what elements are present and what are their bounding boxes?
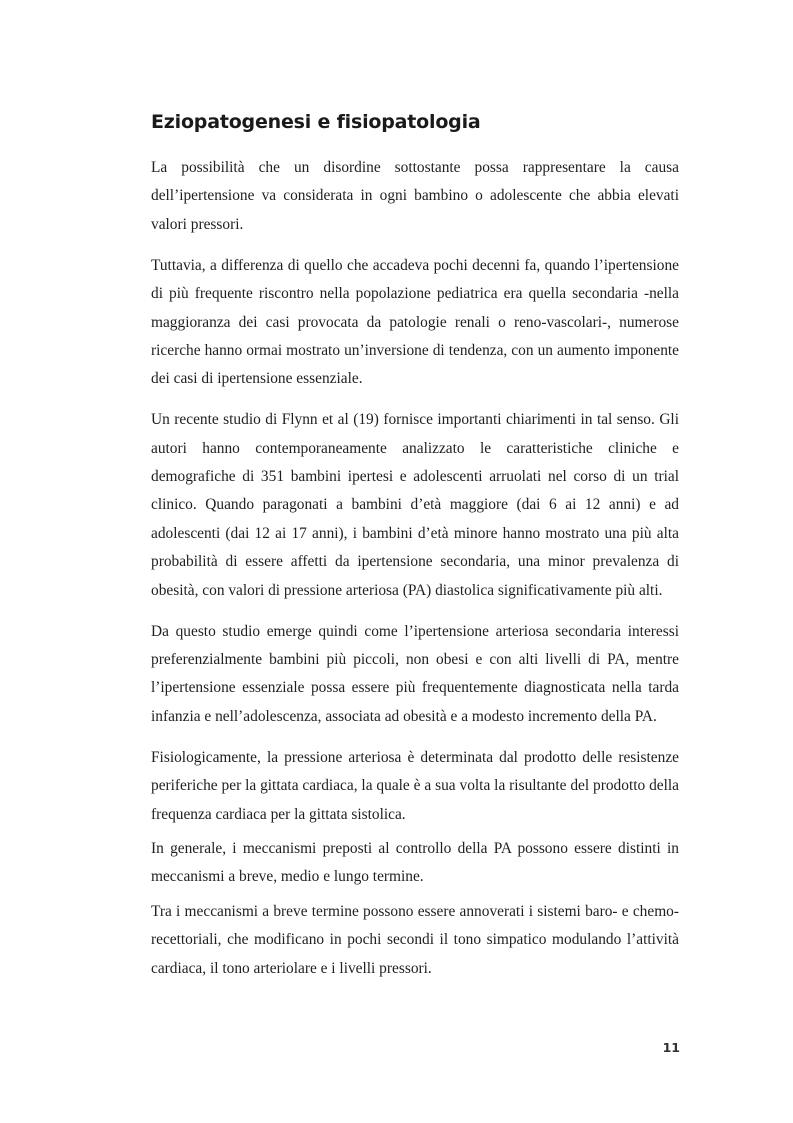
paragraph-7: Tra i meccanismi a breve termine possono essere annoverati i sistemi baro- e chemo-recettoriali, che modificano in pochi secondi il tono simpatico modulando l’attività cardiaca, il tono arteriolare e i livelli pressori. [151, 902, 679, 977]
paragraph-4: Da questo studio emerge quindi come l’ipertensione arteriosa secondaria interessi preferenzialmente bambini più piccoli, non obesi e con alti livelli di PA, mentre l’ipertensione essenziale possa essere più frequentemente diagnosticata nella tarda infanzia e nell’adolescenza, associata ad obesità e a modesto incremento della PA. [151, 622, 679, 725]
paragraph-2: Tuttavia, a differenza di quello che accadeva pochi decenni fa, quando l’ipertensione di più frequente riscontro nella popolazione pediatrica era quella secondaria -nella maggioranza dei casi provocata da patologie renali o reno-vascolari-, numerose ricerche hanno ormai mostrato un’inversione di tendenza, con un aumento imponente dei casi di ipertensione essenziale. [151, 256, 679, 388]
section-heading: Eziopatogenesi e fisiopatologia [151, 111, 481, 133]
paragraph-5: Fisiologicamente, la pressione arteriosa è determinata dal prodotto delle resistenze periferiche per la gittata cardiaca, la quale è a sua volta la risultante del prodotto della frequenza cardiaca per la gittata sistolica. [151, 748, 679, 823]
body-text [151, 154, 679, 995]
paragraph-6: In generale, i meccanismi preposti al controllo della PA possono essere distinti in meccanismi a breve, medio e lungo termine. [151, 839, 679, 886]
paragraph-1: La possibilità che un disordine sottostante possa rappresentare la causa dell’ipertensione va considerata in ogni bambino o adolescente che abbia elevati valori pressori. [151, 159, 679, 233]
paragraph-3: Un recente studio di Flynn et al (19) fornisce importanti chiarimenti in tal senso. Gli autori hanno contemporaneamente analizzato le caratteristiche cliniche e demografiche di 351 bambini ipertesi e adolescenti arruolati nel corso di un trial clinico. Quando paragonati a bambini d’età maggiore (dai 6 ai 12 anni) e ad adolescenti (dai 12 ai 17 anni), i bambini d’età minore hanno mostrato una più alta probabilità di essere affetti da ipertensione secondaria, una minor prevalenza di obesità, con valori di pressione arteriosa (PA) diastolica significativamente più alti. [151, 411, 679, 599]
page-number: 11 [662, 1040, 680, 1055]
